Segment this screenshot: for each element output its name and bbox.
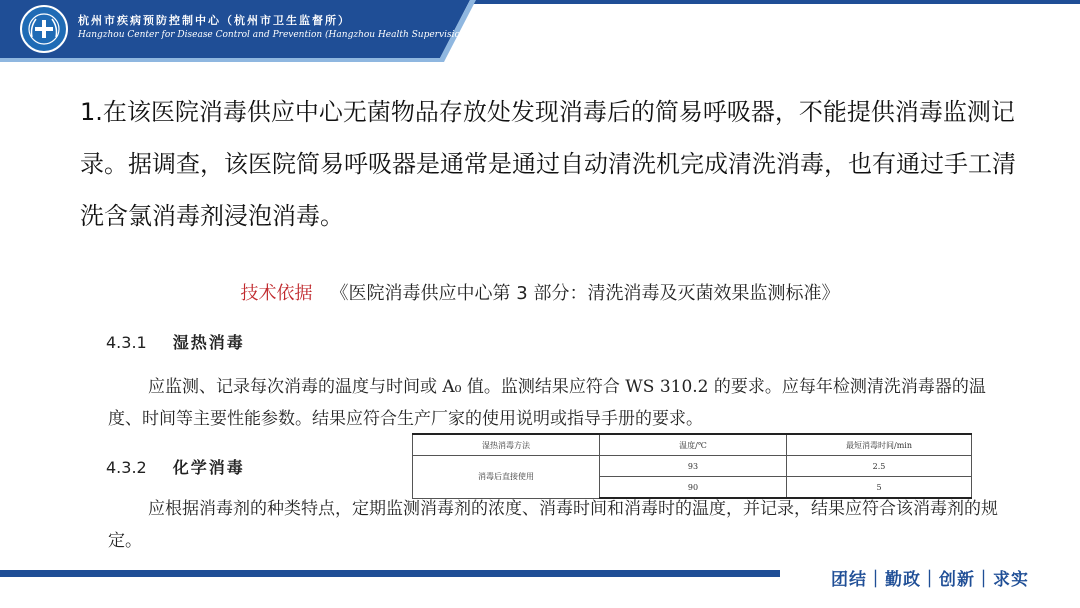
intro-paragraph: 1.在该医院消毒供应中心无菌物品存放处发现消毒后的简易呼吸器，不能提供消毒监测记录。据调查，该医院简易呼吸器是通常是通过自动清洗机完成清洗消毒，也有通过手工清洗含氯消毒剂浸泡消毒。 [80,98,1016,230]
section-paragraph: 应监测、记录每次消毒的温度与时间或 A₀ 值。监测结果应符合 WS 310.2 的要求。应每年检测清洗消毒器的温度、时间等主要性能参数。结果应符合生产厂家的使用说明或指导手册的要求。 [108,377,986,429]
basis-heading [0,279,1080,305]
org-name-cn: 杭州市疾病预防控制中心（杭州市卫生监督所） [78,14,351,27]
basis-title: 《医院消毒供应中心第 3 部分：清洗消毒及灭菌效果监测标准》 [330,283,840,304]
table-header-cell: 湿热消毒方法 [413,434,600,456]
disinfection-table [412,433,972,499]
table-header-row [413,434,972,456]
section-heading [106,455,245,478]
table-header-cell: 温度/℃ [600,434,787,456]
section-title: 湿热消毒 [172,333,245,352]
table-cell-method: 消毒后直接使用 [413,456,600,499]
section-heading [106,330,245,353]
section-paragraph: 应根据消毒剂的种类特点，定期监测消毒剂的浓度、消毒时间和消毒时的温度，并记录，结果应符合该消毒剂的规定。 [108,499,998,551]
table-cell-time: 5 [787,477,972,499]
table-row [413,456,972,477]
table-header-cell: 最短消毒时间/min [787,434,972,456]
section-number: 4.3.1 [106,333,147,352]
cdc-emblem-icon [20,5,68,53]
basis-tag: 技术依据 [240,283,313,304]
section-title: 化学消毒 [172,458,245,477]
table-cell-time: 2.5 [787,456,972,477]
footer-bar [0,570,780,577]
org-name-en: Hangzhou Center for Disease Control and Prevention (Hangzhou Health Supervision Institution) [78,30,520,40]
table-cell-temp: 93 [600,456,787,477]
footer-slogan: 团结｜勤政｜创新｜求实 [831,570,1029,590]
section-number: 4.3.2 [106,458,147,477]
table-cell-temp: 90 [600,477,787,499]
header-banner [0,0,1080,62]
